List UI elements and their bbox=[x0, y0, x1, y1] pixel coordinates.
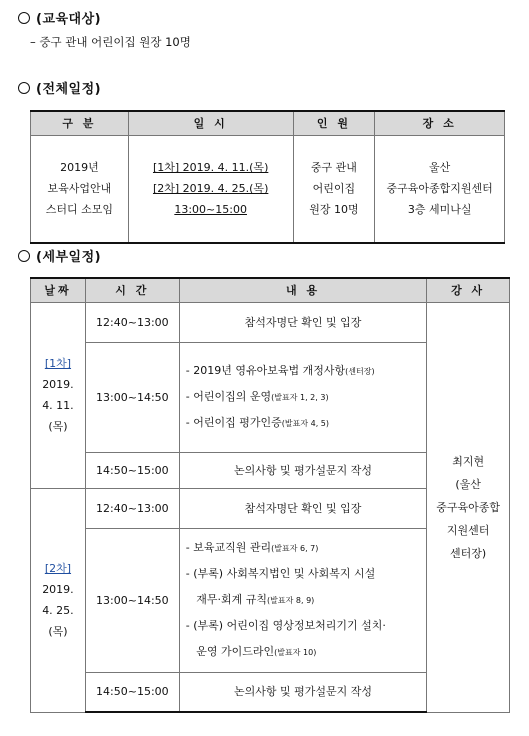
session2-label: [2차] bbox=[44, 562, 72, 575]
date-line: (목) bbox=[48, 420, 68, 433]
content-item: - 어린이집의 운영(발표자 1, 2, 3) bbox=[185, 390, 329, 403]
lecturer-line: 센터장) bbox=[450, 546, 487, 560]
content-cell: 참석자명단 확인 및 입장 bbox=[179, 488, 426, 528]
section-overall-title: (전체일정) bbox=[36, 82, 102, 97]
session1-date-cell bbox=[31, 302, 86, 488]
content-item: 운영 가이드라인(발표자 10) bbox=[185, 645, 317, 658]
time-cell: 14:50~15:00 bbox=[85, 452, 179, 488]
content-cell: 논의사항 및 평가설문지 작성 bbox=[179, 672, 426, 712]
section-target-title: (교육대상) bbox=[36, 12, 102, 27]
content-cell: 참석자명단 확인 및 입장 bbox=[179, 302, 426, 342]
place-line: 중구육아종합지원센터 bbox=[386, 182, 493, 196]
circle-bullet-icon bbox=[18, 82, 30, 94]
overall-schedule-table bbox=[30, 110, 505, 244]
header-place: 장 소 bbox=[375, 111, 505, 135]
circle-bullet-icon bbox=[18, 12, 30, 24]
date-line: [1차] 2019. 4. 11.(목) bbox=[152, 161, 269, 175]
content-cell: 논의사항 및 평가설문지 작성 bbox=[179, 452, 426, 488]
lecturer-line: 중구육아종합 bbox=[436, 500, 501, 514]
header-date: 날짜 bbox=[31, 278, 86, 302]
place-cell bbox=[375, 135, 505, 243]
header-lecturer: 강 사 bbox=[427, 278, 510, 302]
section-detail-title: (세부일정) bbox=[36, 250, 102, 265]
header-time: 시 간 bbox=[85, 278, 179, 302]
target-description: – 중구 관내 어린이집 원장 10명 bbox=[30, 35, 191, 49]
circle-bullet-icon bbox=[18, 250, 30, 262]
content-item: - 2019년 영유아보육법 개정사항(센터장) bbox=[185, 364, 375, 377]
date-line: (목) bbox=[48, 625, 68, 638]
people-cell bbox=[293, 135, 375, 243]
category-line: 2019년 bbox=[60, 161, 99, 175]
category-line: 보육사업안내 bbox=[47, 182, 112, 196]
content-list-cell bbox=[179, 528, 426, 672]
time-cell: 13:00~14:50 bbox=[85, 528, 179, 672]
people-line: 어린이집 bbox=[312, 182, 356, 196]
header-datetime: 일 시 bbox=[128, 111, 293, 135]
content-item: - 보육교직원 관리(발표자 6, 7) bbox=[185, 541, 319, 554]
people-line: 중구 관내 bbox=[310, 161, 357, 175]
time-cell: 12:40~13:00 bbox=[85, 302, 179, 342]
section-target-heading bbox=[18, 8, 101, 27]
lecturer-cell bbox=[427, 302, 510, 712]
header-category: 구 분 bbox=[31, 111, 129, 135]
detail-schedule-table bbox=[30, 277, 510, 713]
header-people: 인 원 bbox=[293, 111, 375, 135]
date-line: [2차] 2019. 4. 25.(목) bbox=[152, 182, 269, 196]
content-item: 재무·회계 규칙(발표자 8, 9) bbox=[185, 593, 315, 606]
session1-label: [1차] bbox=[44, 357, 72, 370]
content-item: - 어린이집 평가인증(발표자 4, 5) bbox=[185, 416, 330, 429]
time-cell: 14:50~15:00 bbox=[85, 672, 179, 712]
time-line: 13:00~15:00 bbox=[174, 203, 247, 217]
category-cell bbox=[31, 135, 129, 243]
header-content: 내 용 bbox=[179, 278, 426, 302]
place-line: 울산 bbox=[429, 161, 451, 175]
date-line: 2019. bbox=[42, 378, 74, 391]
content-item: - (부록) 사회복지법인 및 사회복지 시설 bbox=[185, 567, 376, 580]
people-line: 원장 10명 bbox=[309, 203, 359, 217]
lecturer-line: 지원센터 bbox=[446, 523, 490, 537]
lecturer-line: 최지현 bbox=[452, 454, 485, 468]
lecturer-line: (울산 bbox=[455, 477, 481, 491]
content-item: - (부록) 어린이집 영상정보처리기기 설치· bbox=[185, 619, 386, 632]
place-line: 3층 세미나실 bbox=[407, 203, 472, 217]
category-line: 스터디 소모임 bbox=[45, 203, 114, 217]
datetime-cell bbox=[128, 135, 293, 243]
section-detail-heading bbox=[18, 246, 101, 265]
time-cell: 13:00~14:50 bbox=[85, 342, 179, 452]
date-line: 4. 11. bbox=[42, 399, 74, 412]
session2-date-cell bbox=[31, 488, 86, 712]
content-list-cell bbox=[179, 342, 426, 452]
time-cell: 12:40~13:00 bbox=[85, 488, 179, 528]
date-line: 4. 25. bbox=[42, 604, 74, 617]
date-line: 2019. bbox=[42, 583, 74, 596]
section-overall-heading bbox=[18, 78, 101, 97]
